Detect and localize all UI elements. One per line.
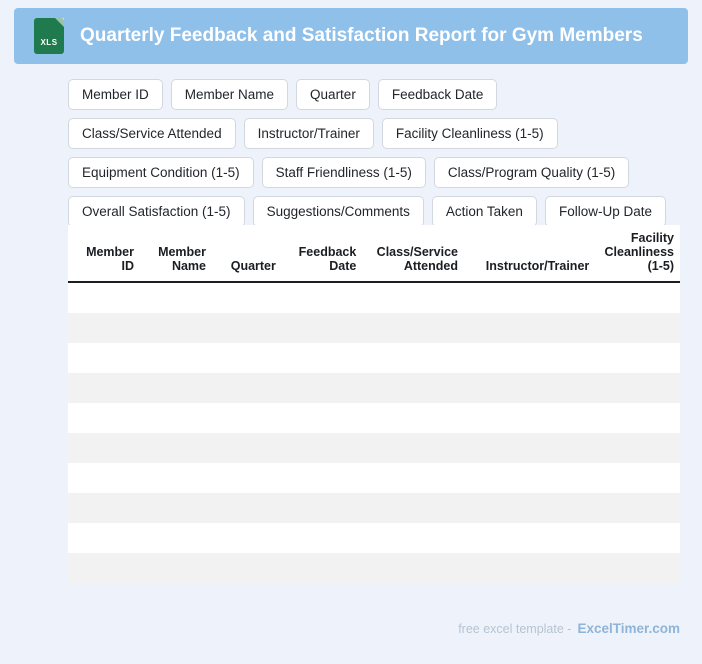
- xls-icon-body: [34, 18, 64, 54]
- table-row[interactable]: [68, 403, 680, 433]
- xls-file-icon: [34, 18, 64, 54]
- table-row[interactable]: [68, 373, 680, 403]
- table-cell[interactable]: [282, 343, 362, 373]
- table-cell[interactable]: [212, 493, 282, 523]
- table-cell[interactable]: [140, 373, 212, 403]
- table-body: [68, 282, 680, 583]
- column-header-member-name[interactable]: Member Name: [140, 225, 212, 282]
- table-cell[interactable]: [282, 282, 362, 313]
- xls-icon-label: XLS: [40, 38, 58, 47]
- table-cell[interactable]: [282, 313, 362, 343]
- table-cell[interactable]: [140, 433, 212, 463]
- table-cell[interactable]: [464, 403, 595, 433]
- column-header-facility-cleanliness[interactable]: Facility Cleanliness (1-5): [595, 225, 680, 282]
- table-row[interactable]: [68, 493, 680, 523]
- table-cell[interactable]: [595, 343, 680, 373]
- table-cell[interactable]: [464, 373, 595, 403]
- table-cell[interactable]: [282, 493, 362, 523]
- field-chip-staff-friendliness[interactable]: Staff Friendliness (1-5): [262, 157, 426, 188]
- table-cell[interactable]: [464, 553, 595, 583]
- table-cell[interactable]: [140, 282, 212, 313]
- table-cell[interactable]: [595, 523, 680, 553]
- field-chip-facility-cleanliness[interactable]: Facility Cleanliness (1-5): [382, 118, 558, 149]
- table-cell[interactable]: [362, 313, 464, 343]
- table-cell[interactable]: [68, 493, 140, 523]
- field-chip-follow-up-date[interactable]: Follow-Up Date: [545, 196, 666, 227]
- field-chip-member-name[interactable]: Member Name: [171, 79, 288, 110]
- table-cell[interactable]: [140, 403, 212, 433]
- table-cell[interactable]: [212, 433, 282, 463]
- table-cell[interactable]: [362, 403, 464, 433]
- table-cell[interactable]: [212, 523, 282, 553]
- table-cell[interactable]: [282, 553, 362, 583]
- table-cell[interactable]: [464, 313, 595, 343]
- table-cell[interactable]: [68, 282, 140, 313]
- table-cell[interactable]: [212, 403, 282, 433]
- data-table-wrapper: [68, 225, 680, 583]
- table-cell[interactable]: [362, 373, 464, 403]
- field-chip-feedback-date[interactable]: Feedback Date: [378, 79, 498, 110]
- table-row[interactable]: [68, 343, 680, 373]
- table-row[interactable]: [68, 282, 680, 313]
- column-header-quarter[interactable]: Quarter: [212, 225, 282, 282]
- table-cell[interactable]: [282, 373, 362, 403]
- field-chip-action-taken[interactable]: Action Taken: [432, 196, 537, 227]
- table-header-row: [68, 225, 680, 282]
- column-header-instructor-trainer[interactable]: Instructor/Trainer: [464, 225, 595, 282]
- table-cell[interactable]: [595, 373, 680, 403]
- table-row[interactable]: [68, 523, 680, 553]
- table-cell[interactable]: [362, 523, 464, 553]
- column-header-class-service-attended[interactable]: Class/Service Attended: [362, 225, 464, 282]
- field-chip-class-service-attended[interactable]: Class/Service Attended: [68, 118, 236, 149]
- footer: [458, 621, 680, 636]
- field-chip-quarter[interactable]: Quarter: [296, 79, 370, 110]
- table-cell[interactable]: [282, 433, 362, 463]
- table-row[interactable]: [68, 313, 680, 343]
- column-header-feedback-date[interactable]: Feedback Date: [282, 225, 362, 282]
- page-title: Quarterly Feedback and Satisfaction Report for Gym Members: [80, 25, 643, 46]
- table-cell[interactable]: [464, 282, 595, 313]
- document-header: [14, 8, 688, 64]
- table-cell[interactable]: [595, 403, 680, 433]
- table-cell[interactable]: [140, 493, 212, 523]
- table-cell[interactable]: [68, 403, 140, 433]
- field-chip-member-id[interactable]: Member ID: [68, 79, 163, 110]
- data-table: [68, 225, 680, 583]
- table-cell[interactable]: [140, 553, 212, 583]
- table-cell[interactable]: [362, 553, 464, 583]
- table-row[interactable]: [68, 553, 680, 583]
- table-row[interactable]: [68, 433, 680, 463]
- table-cell[interactable]: [595, 463, 680, 493]
- table-cell[interactable]: [140, 523, 212, 553]
- table-cell[interactable]: [140, 463, 212, 493]
- footer-note: free excel template -: [458, 622, 572, 636]
- field-chip-list: [68, 79, 668, 227]
- table-cell[interactable]: [595, 313, 680, 343]
- column-header-member-id[interactable]: Member ID: [68, 225, 140, 282]
- table-cell[interactable]: [212, 282, 282, 313]
- table-cell[interactable]: [212, 343, 282, 373]
- table-cell[interactable]: [282, 403, 362, 433]
- field-chip-instructor-trainer[interactable]: Instructor/Trainer: [244, 118, 374, 149]
- table-cell[interactable]: [595, 553, 680, 583]
- table-cell[interactable]: [68, 313, 140, 343]
- table-cell[interactable]: [464, 523, 595, 553]
- table-cell[interactable]: [212, 373, 282, 403]
- table-cell[interactable]: [68, 373, 140, 403]
- table-cell[interactable]: [212, 553, 282, 583]
- table-cell[interactable]: [362, 282, 464, 313]
- table-cell[interactable]: [464, 343, 595, 373]
- table-cell[interactable]: [140, 313, 212, 343]
- table-cell[interactable]: [212, 313, 282, 343]
- table-cell[interactable]: [595, 493, 680, 523]
- field-chip-equipment-condition[interactable]: Equipment Condition (1-5): [68, 157, 254, 188]
- table-cell[interactable]: [362, 343, 464, 373]
- table-cell[interactable]: [68, 343, 140, 373]
- table-cell[interactable]: [282, 523, 362, 553]
- field-chip-suggestions-comments[interactable]: Suggestions/Comments: [253, 196, 424, 227]
- table-cell[interactable]: [212, 463, 282, 493]
- field-chip-overall-satisfaction[interactable]: Overall Satisfaction (1-5): [68, 196, 245, 227]
- table-cell[interactable]: [362, 433, 464, 463]
- table-cell[interactable]: [68, 433, 140, 463]
- field-chip-class-program-quality[interactable]: Class/Program Quality (1-5): [434, 157, 629, 188]
- table-cell[interactable]: [362, 463, 464, 493]
- table-cell[interactable]: [595, 282, 680, 313]
- table-cell[interactable]: [68, 523, 140, 553]
- table-cell[interactable]: [464, 493, 595, 523]
- table-cell[interactable]: [68, 463, 140, 493]
- table-cell[interactable]: [140, 343, 212, 373]
- table-cell[interactable]: [595, 433, 680, 463]
- table-row[interactable]: [68, 463, 680, 493]
- table-cell[interactable]: [362, 493, 464, 523]
- table-cell[interactable]: [464, 463, 595, 493]
- footer-brand-link[interactable]: ExcelTimer.com: [577, 621, 680, 636]
- table-cell[interactable]: [464, 433, 595, 463]
- table-cell[interactable]: [282, 463, 362, 493]
- table-cell[interactable]: [68, 553, 140, 583]
